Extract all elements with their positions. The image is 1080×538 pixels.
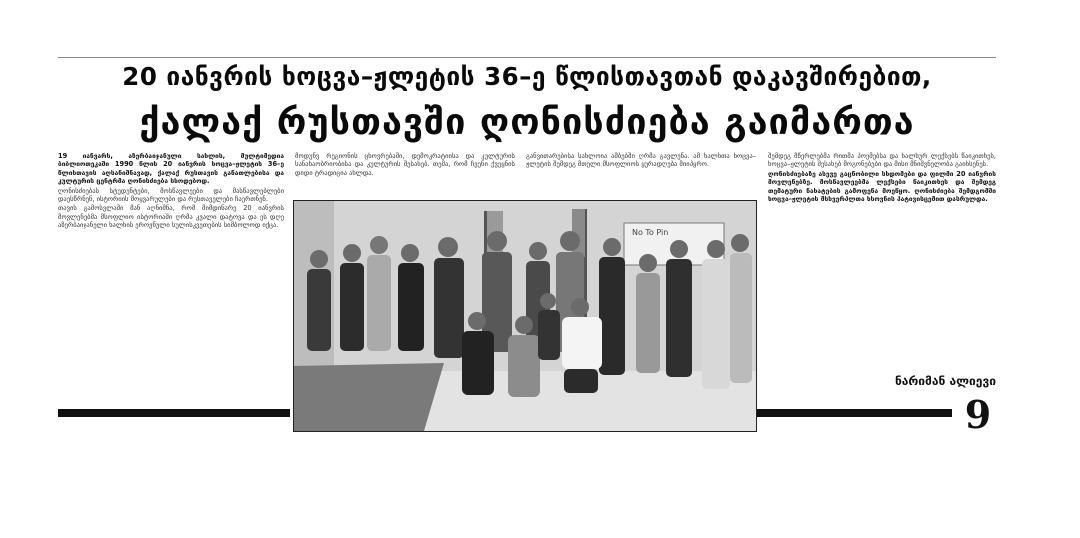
page-number: 9 <box>964 392 992 437</box>
person <box>599 238 625 375</box>
body-paragraph: თავის გამოსვლაში მან აღნიშნა, რომ მიმდინარე 20 იანვრის მოვლენებმა მსოფლიო ისტორიაში ღრმა კვალი დატოვა და ეს დღე აზერბაიჯანელი ხალხის ეროვნული სულისკვეთების სიმბოლოდ იქცა. <box>58 204 284 230</box>
body-paragraph: განვითარებისა სახლოია ამბებში ღრმა გავლენა. ამ ხალხთა ხოცვა–ჟლეტის შემდეგ მთელი მსოფლიოს ყურადღება მიიპყრო. <box>526 152 756 169</box>
body-paragraph-bold: ღონისძიებაზე ასევე გაცნობილი სხდომები და ფილმი 20 იანვრის მოვლენებზე. მოსწავლეებმა ლექსები წაიკითხეს და შემდეგ თემატური ნახატების გამოფენა მოეწყო. ღონისძიება შემდგომში ხოცვა–ჟლეტის მსხვერპლთა ხსოვნის პატივისცემით დასრულდა. <box>768 169 996 204</box>
top-rule <box>58 57 996 58</box>
person <box>702 240 730 389</box>
lead-paragraph: 19 იანვარს, აზერბაიჯანული სახლის, მულტიმედია ბიბლიოთეკაში 1990 წლის 20 იანვრის ხოცვა–ჟლეტის 36–ე წლისთავის აღსანიშნავად, ქალაქ რუსთავის განათლებისა და კულტურის ცენტრმა ღონისძიება სხოდებოდ. <box>58 152 284 186</box>
person <box>666 240 692 377</box>
headline-line-1: 20 იანვრის ხოცვა–ჟლეტის 36–ე წლისთავთან დაკავშირებით, <box>122 62 932 91</box>
author-byline: ნარიმან ალიევი <box>894 374 996 388</box>
body-paragraph: შემდეგ მწერლებმა რითმა პოემებსა და ხალხურ ლექსებს წაიკითხეს, ხოცვა–ჟლეტის შესახებ მოგონებები და მისი მნიშვნელობა გაიხსენეს. <box>768 152 996 169</box>
headline-line-2: ქალაქ რუსთავში ღონისძიება გაიმართა <box>139 102 915 143</box>
board-text: No To Pin <box>632 228 669 237</box>
article-column-1 <box>58 152 284 397</box>
body-paragraph: მოდუნვ რეგიონის ცხოვრებაში, დემოკრატიისა და კულტურის სანახაობრიობისა და კულტურის შესახებ. თემა, რომ ჩვენი ქვეყნის დიდი ტრადიცია ახლდა. <box>295 152 515 177</box>
body-paragraph: ღონისძიებას სტუდენტები, მოსწავლეები და მასწავლებლები დაესწრნენ, ისტორიის მოყვარულები და რუსთაველები ჩაერთნენ. <box>58 186 284 204</box>
bottom-rule-left <box>58 409 290 417</box>
article-column-2 <box>295 152 515 198</box>
bottom-rule-right <box>757 409 952 417</box>
person <box>730 234 752 383</box>
article-column-3 <box>526 152 756 198</box>
article-column-4 <box>768 152 996 372</box>
group-photo <box>293 200 757 432</box>
group-photo-illustration <box>294 201 756 431</box>
